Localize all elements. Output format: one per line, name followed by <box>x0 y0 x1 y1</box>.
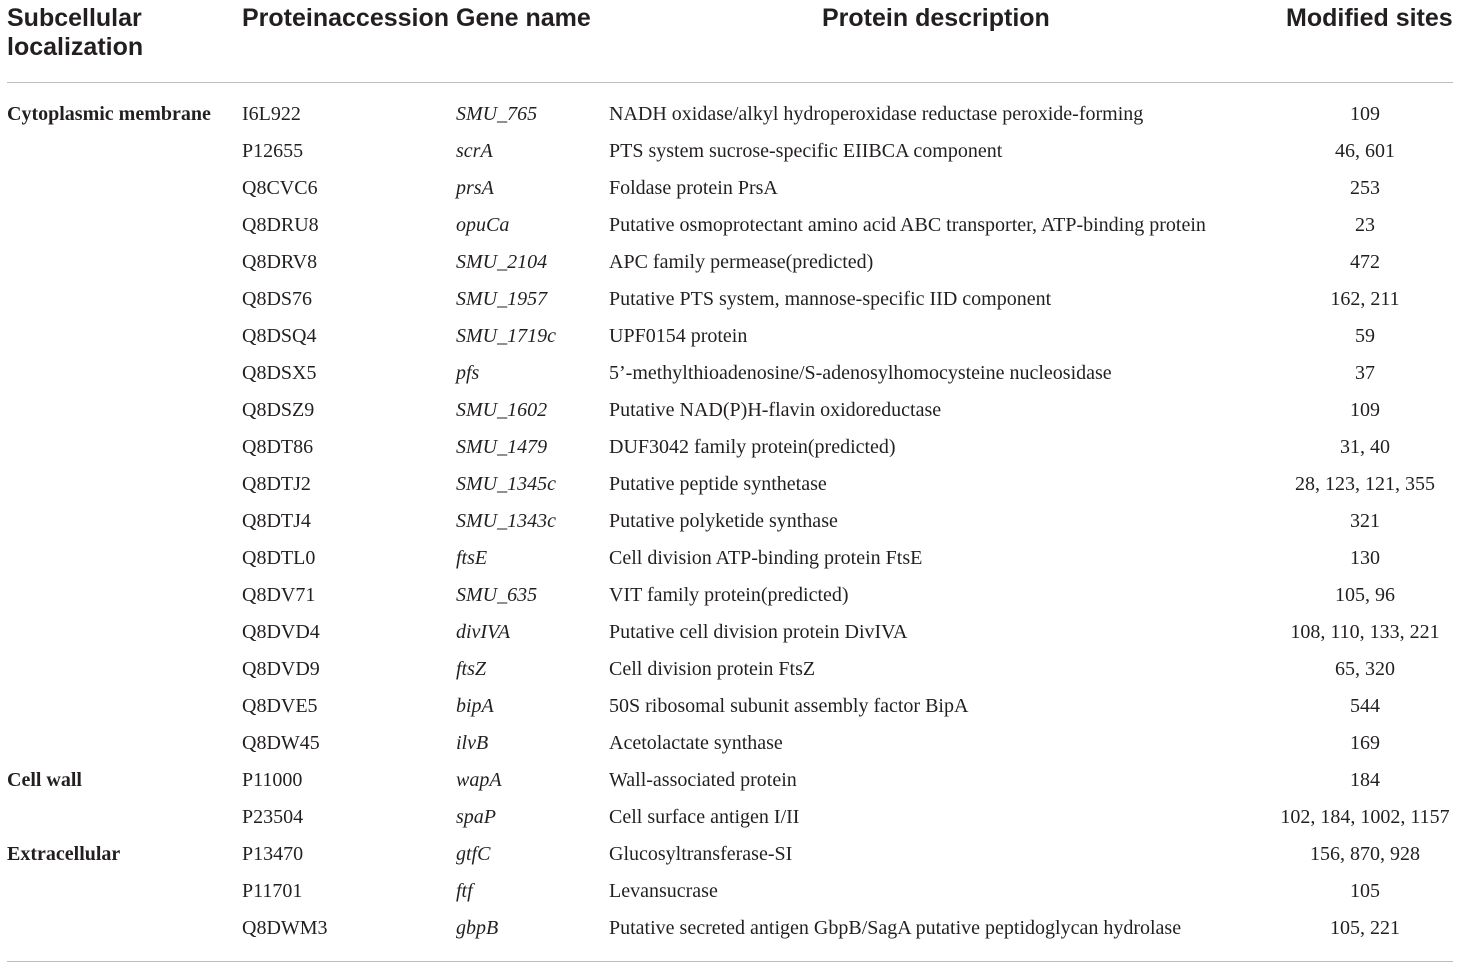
modified-sites-cell: 28, 123, 121, 355 <box>1295 473 1435 495</box>
description-cell: Acetolactate synthase <box>609 732 783 754</box>
gene-name-cell: prsA <box>456 177 494 199</box>
description-cell: Wall-associated protein <box>609 769 797 791</box>
accession-cell: Q8DWM3 <box>242 917 328 939</box>
table-row <box>0 651 1460 688</box>
accession-cell: Q8DW45 <box>242 732 320 754</box>
accession-cell: Q8DTJ4 <box>242 510 311 532</box>
modified-sites-cell: 130 <box>1350 547 1380 569</box>
description-cell: Glucosyltransferase-SI <box>609 843 793 865</box>
gene-name-cell: SMU_1345c <box>456 473 556 495</box>
gene-name-cell: gbpB <box>456 917 499 939</box>
accession-cell: P12655 <box>242 140 304 162</box>
accession-cell: Q8DVD9 <box>242 658 320 680</box>
gene-name-cell: SMU_1957 <box>456 288 548 310</box>
modified-sites-cell: 105, 96 <box>1335 584 1395 606</box>
description-cell: DUF3042 family protein(predicted) <box>609 436 896 458</box>
accession-cell: Q8DT86 <box>242 436 314 458</box>
description-cell: Cell division ATP-binding protein FtsE <box>609 547 923 569</box>
table-row <box>0 281 1460 318</box>
modified-sites-cell: 108, 110, 133, 221 <box>1290 621 1440 643</box>
header-modified-sites: Modified sites <box>1286 4 1453 32</box>
localization-cell: Cell wall <box>7 769 82 791</box>
accession-cell: P13470 <box>242 843 304 865</box>
accession-cell: Q8DSX5 <box>242 362 317 384</box>
table-row <box>0 836 1460 873</box>
accession-cell: Q8DTJ2 <box>242 473 311 495</box>
table-header <box>0 0 1460 82</box>
modified-sites-cell: 59 <box>1355 325 1375 347</box>
table-bottom-rule <box>7 961 1453 962</box>
modified-sites-cell: 321 <box>1350 510 1380 532</box>
table-row <box>0 392 1460 429</box>
table-row <box>0 762 1460 799</box>
description-cell: VIT family protein(predicted) <box>609 584 849 606</box>
gene-name-cell: gtfC <box>456 843 491 865</box>
accession-cell: Q8DRV8 <box>242 251 318 273</box>
modified-sites-cell: 109 <box>1350 103 1380 125</box>
table-row <box>0 96 1460 133</box>
description-cell: 50S ribosomal subunit assembly factor BipA <box>609 695 969 717</box>
accession-cell: P11701 <box>242 880 303 902</box>
gene-name-cell: divIVA <box>456 621 511 643</box>
description-cell: Putative PTS system, mannose-specific IID component <box>609 288 1052 310</box>
modified-sites-cell: 109 <box>1350 399 1380 421</box>
modified-sites-cell: 162, 211 <box>1330 288 1400 310</box>
accession-cell: Q8DSQ4 <box>242 325 317 347</box>
modified-sites-cell: 65, 320 <box>1335 658 1395 680</box>
table-row <box>0 799 1460 836</box>
modified-sites-cell: 105, 221 <box>1330 917 1400 939</box>
description-cell: UPF0154 protein <box>609 325 748 347</box>
gene-name-cell: scrA <box>456 140 493 162</box>
accession-cell: I6L922 <box>242 103 301 125</box>
description-cell: Levansucrase <box>609 880 718 902</box>
modified-sites-cell: 46, 601 <box>1335 140 1395 162</box>
accession-cell: Q8DSZ9 <box>242 399 315 421</box>
table-row <box>0 170 1460 207</box>
table-body <box>0 96 1460 947</box>
description-cell: Putative polyketide synthase <box>609 510 838 532</box>
description-cell: Putative NAD(P)H-flavin oxidoreductase <box>609 399 942 421</box>
accession-cell: Q8DRU8 <box>242 214 319 236</box>
accession-cell: P23504 <box>242 806 304 828</box>
description-cell: Cell surface antigen I/II <box>609 806 800 828</box>
header-subcellular-localization: Subcellular localization <box>7 4 144 61</box>
header-gene-name: Gene name <box>456 4 591 32</box>
table-row <box>0 614 1460 651</box>
header-protein-accession: Proteinaccession <box>242 4 450 32</box>
description-cell: Foldase protein PrsA <box>609 177 778 199</box>
localization-cell: Extracellular <box>7 843 121 865</box>
gene-name-cell: spaP <box>456 806 496 828</box>
description-cell: APC family permease(predicted) <box>609 251 874 273</box>
accession-cell: Q8DS76 <box>242 288 313 310</box>
gene-name-cell: wapA <box>456 769 502 791</box>
table-row <box>0 503 1460 540</box>
accession-cell: Q8DVD4 <box>242 621 320 643</box>
gene-name-cell: SMU_2104 <box>456 251 548 273</box>
table-row <box>0 910 1460 947</box>
accession-cell: Q8DTL0 <box>242 547 316 569</box>
table-row <box>0 873 1460 910</box>
table-row <box>0 429 1460 466</box>
modified-sites-cell: 169 <box>1350 732 1380 754</box>
modified-sites-cell: 31, 40 <box>1340 436 1390 458</box>
localization-cell: Cytoplasmic membrane <box>7 103 211 125</box>
gene-name-cell: SMU_1719c <box>456 325 556 347</box>
table-row <box>0 466 1460 503</box>
accession-cell: P11000 <box>242 769 303 791</box>
accession-cell: Q8DV71 <box>242 584 316 606</box>
gene-name-cell: ftsE <box>456 547 488 569</box>
gene-name-cell: SMU_1479 <box>456 436 548 458</box>
table-row <box>0 318 1460 355</box>
gene-name-cell: SMU_1343c <box>456 510 556 532</box>
modified-sites-cell: 544 <box>1350 695 1380 717</box>
table-row <box>0 725 1460 762</box>
gene-name-cell: bipA <box>456 695 494 717</box>
accession-cell: Q8DVE5 <box>242 695 318 717</box>
modified-sites-cell: 472 <box>1350 251 1380 273</box>
modified-sites-cell: 156, 870, 928 <box>1310 843 1420 865</box>
gene-name-cell: SMU_635 <box>456 584 538 606</box>
gene-name-cell: opuCa <box>456 214 510 236</box>
gene-name-cell: SMU_1602 <box>456 399 548 421</box>
modified-sites-cell: 105 <box>1350 880 1380 902</box>
description-cell: Putative peptide synthetase <box>609 473 827 495</box>
description-cell: NADH oxidase/alkyl hydroperoxidase reductase peroxide-forming <box>609 103 1144 125</box>
modified-sites-cell: 184 <box>1350 769 1380 791</box>
modified-sites-cell: 37 <box>1355 362 1375 384</box>
gene-name-cell: ftsZ <box>456 658 487 680</box>
description-cell: Cell division protein FtsZ <box>609 658 816 680</box>
table-row <box>0 688 1460 725</box>
table-row <box>0 244 1460 281</box>
description-cell: PTS system sucrose-specific EIIBCA component <box>609 140 1003 162</box>
modified-sites-cell: 253 <box>1350 177 1380 199</box>
table-row <box>0 355 1460 392</box>
modified-sites-cell: 23 <box>1355 214 1375 236</box>
table-row <box>0 207 1460 244</box>
description-cell: Putative osmoprotectant amino acid ABC transporter, ATP-binding protein <box>609 214 1206 236</box>
table-row <box>0 133 1460 170</box>
accession-cell: Q8CVC6 <box>242 177 318 199</box>
description-cell: 5’-methylthioadenosine/S-adenosylhomocysteine nucleosidase <box>609 362 1112 384</box>
modified-sites-cell: 102, 184, 1002, 1157 <box>1280 806 1450 828</box>
header-divider <box>7 82 1453 83</box>
table-row <box>0 540 1460 577</box>
gene-name-cell: ftf <box>456 880 473 902</box>
gene-name-cell: ilvB <box>456 732 489 754</box>
header-protein-description: Protein description <box>822 4 1050 32</box>
gene-name-cell: pfs <box>456 362 480 384</box>
description-cell: Putative secreted antigen GbpB/SagA putative peptidoglycan hydrolase <box>609 917 1182 939</box>
gene-name-cell: SMU_765 <box>456 103 538 125</box>
description-cell: Putative cell division protein DivIVA <box>609 621 908 643</box>
table-row <box>0 577 1460 614</box>
